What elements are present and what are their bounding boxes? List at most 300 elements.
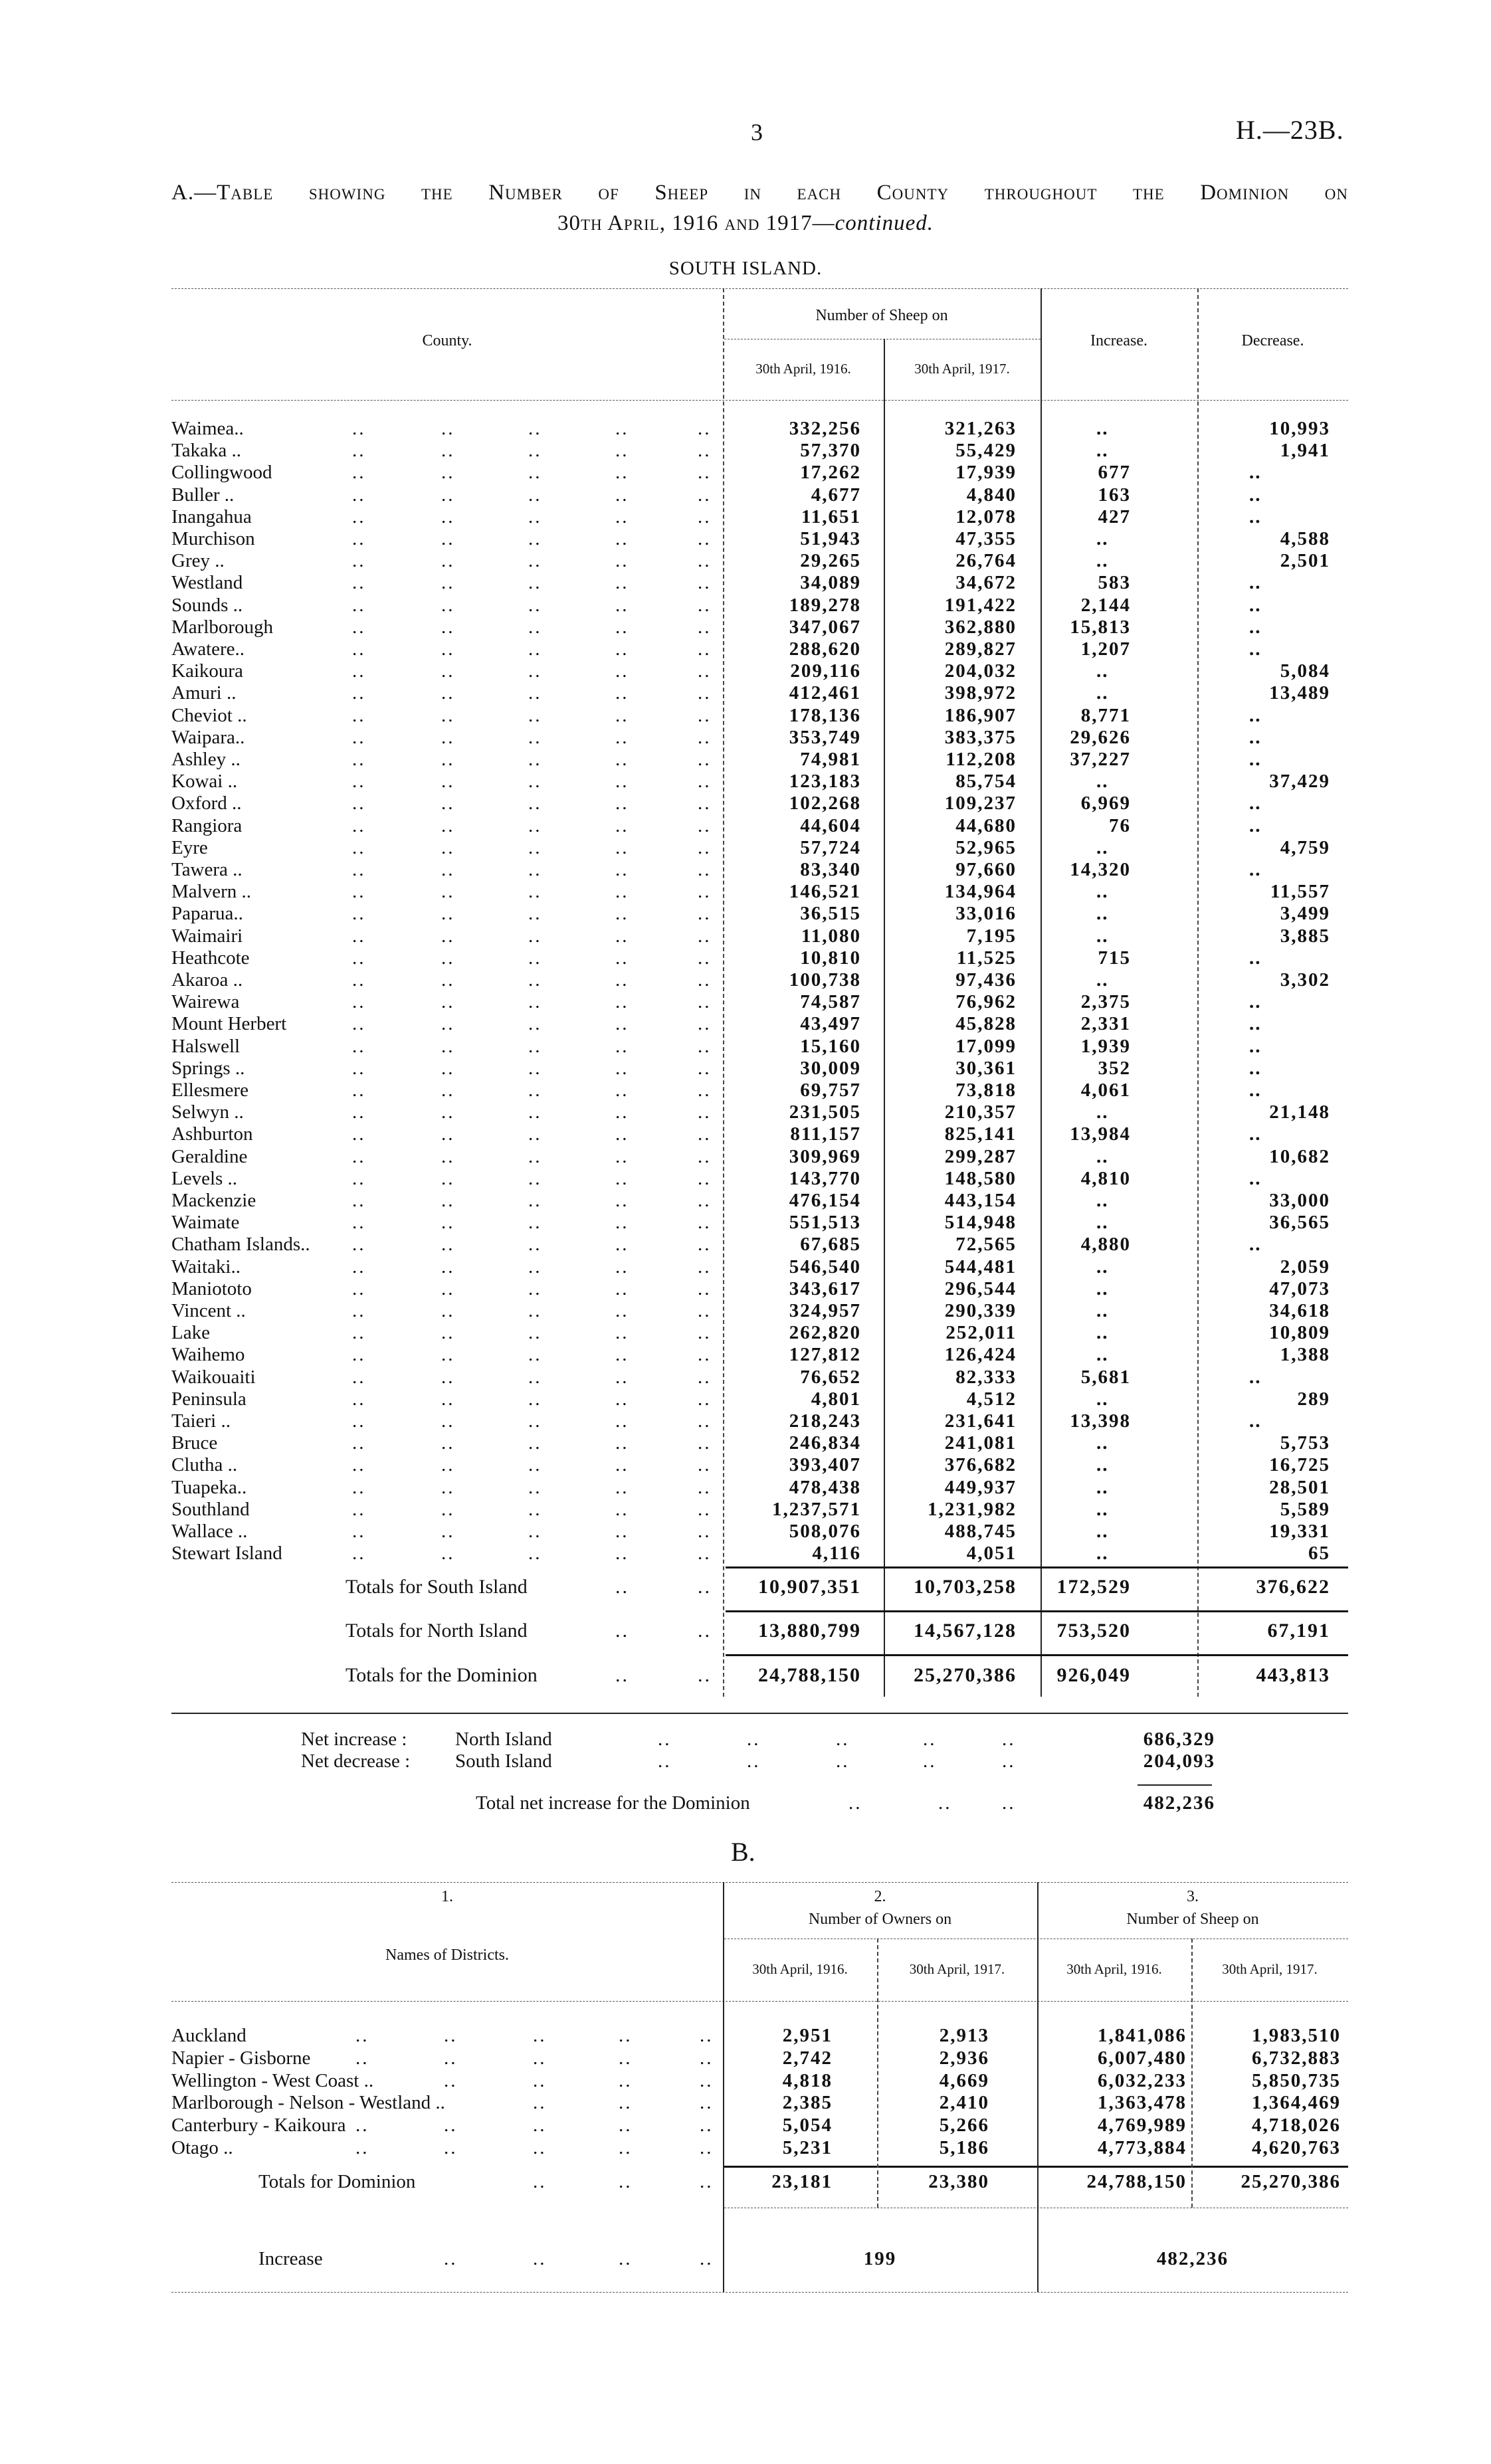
header-col3-number: 3. <box>1187 1888 1199 1905</box>
value-1917: 449,937 <box>944 1476 1017 1498</box>
leader-dots: .. <box>615 550 629 572</box>
leader-dots: .. <box>528 1498 542 1520</box>
leader-dots: .. <box>441 528 455 549</box>
leader-dots: .. <box>441 1498 455 1520</box>
value-increase: .. <box>1096 660 1109 682</box>
leader-dots: .. <box>700 2069 714 2091</box>
leader-dots: .. <box>615 1620 629 1642</box>
table-row <box>0 1146 1491 1168</box>
leader-dots: .. <box>615 903 629 925</box>
leader-dots: .. <box>615 572 629 594</box>
leader-dots: .. <box>352 1080 366 1101</box>
value-decrease: 3,302 <box>1280 969 1330 991</box>
county-name: Waimate <box>171 1212 240 1234</box>
value-1917: 186,907 <box>944 704 1017 726</box>
leader-dots: .. <box>441 1013 455 1035</box>
table-row <box>0 1234 1491 1256</box>
value-1916: 127,812 <box>789 1344 861 1366</box>
leader-dots: .. <box>352 991 366 1013</box>
county-name: Inangahua <box>171 506 252 527</box>
table-row <box>0 1080 1491 1101</box>
leader-dots: .. <box>698 1498 712 1520</box>
leader-dots: .. <box>528 1101 542 1123</box>
leader-dots: .. <box>615 1300 629 1321</box>
table-row <box>0 2137 1491 2159</box>
leader-dots: .. <box>441 638 455 660</box>
value-decrease: 3,885 <box>1280 925 1330 947</box>
value-1916: 508,076 <box>789 1521 861 1542</box>
table-row <box>0 881 1491 903</box>
leader-dots: .. <box>441 749 455 770</box>
leader-dots: .. <box>528 1057 542 1079</box>
leader-dots: .. <box>352 1543 366 1564</box>
totals-row <box>0 1576 1491 1598</box>
totals-row <box>0 2171 1491 2193</box>
owners-1916: 2,385 <box>782 2092 833 2114</box>
leader-dots: .. <box>528 550 542 572</box>
value-1917: 204,032 <box>944 660 1017 682</box>
value-1916: 74,587 <box>800 991 861 1013</box>
value-increase: .. <box>1096 1521 1109 1542</box>
county-name: Waipara.. <box>171 726 245 748</box>
table-row <box>0 2115 1491 2136</box>
leader-dots: .. <box>698 1344 712 1366</box>
leader-dots: .. <box>615 1013 629 1035</box>
leader-dots: .. <box>615 1256 629 1278</box>
leader-dots: .. <box>528 1167 542 1189</box>
totals-row <box>0 1620 1491 1642</box>
leader-dots: .. <box>698 859 712 880</box>
leader-dots: .. <box>441 903 455 925</box>
leader-dots: .. <box>528 1212 542 1234</box>
leader-dots: .. <box>615 660 629 682</box>
value-decrease: 19,331 <box>1269 1521 1330 1542</box>
leader-dots: .. <box>698 572 712 594</box>
district-name: Napier - Gisborne <box>171 2047 311 2069</box>
value-increase: .. <box>1096 1388 1109 1410</box>
value-1916: 4,677 <box>811 484 861 506</box>
value-1917: 76,962 <box>955 991 1017 1013</box>
leader-dots: .. <box>441 814 455 836</box>
value-decrease: .. <box>1249 1234 1262 1256</box>
value-1917: 544,481 <box>944 1256 1017 1278</box>
leader-dots: .. <box>352 1101 366 1123</box>
owners-1916: 2,951 <box>782 2025 833 2046</box>
value-1916: 30,009 <box>800 1057 861 1079</box>
county-name: Geraldine <box>171 1145 248 1167</box>
leader-dots: .. <box>352 1190 366 1211</box>
table-row <box>0 1499 1491 1521</box>
leader-dots: .. <box>528 881 542 903</box>
leader-dots: .. <box>528 682 542 704</box>
value-increase: .. <box>1096 1300 1109 1321</box>
header-districts: Names of Districts. <box>385 1946 509 1964</box>
table-row <box>0 947 1491 969</box>
value-1917: 443,154 <box>944 1190 1017 1211</box>
leader-dots: .. <box>698 947 712 969</box>
leader-dots: .. <box>698 1543 712 1564</box>
leader-dots: .. <box>352 793 366 814</box>
leader-dots: .. <box>698 1521 712 1542</box>
table-row <box>0 462 1491 484</box>
value-increase: 37,227 <box>1070 749 1131 770</box>
value-decrease: 13,489 <box>1269 682 1330 704</box>
leader-dots: .. <box>658 1729 672 1750</box>
leader-dots: .. <box>352 1234 366 1256</box>
leader-dots: .. <box>698 1123 712 1145</box>
table-b-bottom-rule <box>171 2292 1348 2293</box>
table-row <box>0 1123 1491 1145</box>
county-name: Halswell <box>171 1035 241 1057</box>
leader-dots: .. <box>698 1300 712 1321</box>
leader-dots: .. <box>441 1344 455 1366</box>
value-1917: 26,764 <box>955 550 1017 572</box>
value-increase: 677 <box>1098 462 1131 484</box>
value-1917: 134,964 <box>944 881 1017 903</box>
leader-dots: .. <box>615 1543 629 1564</box>
value-increase: 6,969 <box>1080 793 1131 814</box>
leader-dots: .. <box>441 793 455 814</box>
increase-row <box>0 2248 1491 2270</box>
leader-dots: .. <box>528 1432 542 1454</box>
value-1916: 43,497 <box>800 1013 861 1035</box>
leader-dots: .. <box>352 1035 366 1057</box>
table-row <box>0 771 1491 793</box>
leader-dots: .. <box>615 859 629 880</box>
totals-label: Totals for the Dominion <box>346 1664 538 1686</box>
leader-dots: .. <box>615 814 629 836</box>
county-name: Buller .. <box>171 484 235 506</box>
value-1917: 321,263 <box>944 418 1017 439</box>
value-increase: .. <box>1096 1190 1109 1211</box>
leader-dots: .. <box>533 2171 547 2192</box>
leader-dots: .. <box>528 440 542 462</box>
value-decrease: .. <box>1249 726 1262 748</box>
owners-1917: 2,410 <box>939 2092 989 2114</box>
value-increase: .. <box>1096 440 1109 462</box>
value-increase: .. <box>1096 418 1109 439</box>
value-increase: 8,771 <box>1080 704 1131 726</box>
leader-dots: .. <box>615 1035 629 1057</box>
value-1917: 4,512 <box>966 1388 1017 1410</box>
total-increase: 172,529 <box>1056 1576 1131 1598</box>
net-total-row <box>0 1792 1491 1814</box>
header-decrease: Decrease. <box>1241 332 1304 349</box>
leader-dots: .. <box>441 1080 455 1101</box>
leader-dots: .. <box>528 1256 542 1278</box>
total-1916: 10,907,351 <box>758 1576 861 1598</box>
leader-dots: .. <box>352 836 366 858</box>
leader-dots: .. <box>615 836 629 858</box>
value-decrease: .. <box>1249 1410 1262 1432</box>
leader-dots: .. <box>698 1013 712 1035</box>
leader-dots: .. <box>698 506 712 527</box>
value-increase: 583 <box>1098 572 1131 594</box>
leader-dots: .. <box>698 1322 712 1344</box>
leader-dots: .. <box>698 1167 712 1189</box>
leader-dots: .. <box>528 836 542 858</box>
leader-dots: .. <box>698 1190 712 1211</box>
county-name: Sounds .. <box>171 594 243 616</box>
leader-dots: .. <box>533 2115 547 2136</box>
value-1916: 10,810 <box>800 947 861 969</box>
value-1916: 209,116 <box>790 660 861 682</box>
value-decrease: 36,565 <box>1269 1212 1330 1234</box>
leader-dots: .. <box>848 1792 862 1814</box>
value-1917: 47,355 <box>955 528 1017 549</box>
value-decrease: 4,759 <box>1280 836 1330 858</box>
county-name: Cheviot .. <box>171 704 247 726</box>
value-1916: 76,652 <box>800 1366 861 1388</box>
leader-dots: .. <box>615 1498 629 1520</box>
table-row <box>0 1190 1491 1212</box>
leader-dots: .. <box>441 572 455 594</box>
value-increase: .. <box>1096 1344 1109 1366</box>
leader-dots: .. <box>615 947 629 969</box>
leader-dots: .. <box>615 1576 629 1598</box>
leader-dots: .. <box>352 1167 366 1189</box>
value-increase: 5,681 <box>1080 1366 1131 1388</box>
value-1916: 288,620 <box>789 638 861 660</box>
value-1916: 262,820 <box>789 1322 861 1344</box>
leader-dots: .. <box>836 1751 850 1772</box>
table-row <box>0 616 1491 638</box>
value-decrease: 34,618 <box>1269 1300 1330 1321</box>
value-1917: 148,580 <box>944 1167 1017 1189</box>
county-name: Akaroa .. <box>171 969 243 991</box>
totals-label: Totals for South Island <box>346 1576 528 1598</box>
table-row <box>0 837 1491 859</box>
leader-dots: .. <box>528 859 542 880</box>
leader-dots: .. <box>528 1190 542 1211</box>
leader-dots: .. <box>698 1576 712 1598</box>
value-1917: 55,429 <box>955 440 1017 462</box>
leader-dots: .. <box>528 1234 542 1256</box>
county-name: Oxford .. <box>171 793 242 814</box>
county-name: Bruce <box>171 1432 218 1454</box>
value-1916: 412,461 <box>789 682 861 704</box>
leader-dots: .. <box>441 925 455 947</box>
net-kind: Net increase : <box>301 1729 407 1750</box>
county-name: Waikouaiti <box>171 1366 256 1388</box>
leader-dots: .. <box>352 638 366 660</box>
value-1917: 231,641 <box>944 1410 1017 1432</box>
leader-dots: .. <box>441 440 455 462</box>
leader-dots: .. <box>528 1388 542 1410</box>
value-increase: .. <box>1096 1432 1109 1454</box>
leader-dots: .. <box>441 1167 455 1189</box>
leader-dots: .. <box>528 638 542 660</box>
value-1916: 476,154 <box>789 1190 861 1211</box>
value-1917: 97,436 <box>955 969 1017 991</box>
value-1917: 30,361 <box>955 1057 1017 1079</box>
leader-dots: .. <box>441 418 455 439</box>
table-row <box>0 969 1491 991</box>
county-name: Murchison <box>171 528 255 549</box>
table-row <box>0 572 1491 594</box>
leader-dots: .. <box>441 1190 455 1211</box>
net-value: 204,093 <box>1143 1751 1215 1772</box>
leader-dots: .. <box>698 462 712 484</box>
leader-dots: .. <box>615 969 629 991</box>
leader-dots: .. <box>352 550 366 572</box>
county-name: Tuapeka.. <box>171 1476 247 1498</box>
leader-dots: .. <box>615 1664 629 1686</box>
header-sheep-1917: 30th April, 1917. <box>1222 1961 1318 1977</box>
value-increase: .. <box>1096 1212 1109 1234</box>
value-decrease: .. <box>1249 793 1262 814</box>
sheep-1916: 1,363,478 <box>1098 2092 1187 2114</box>
leader-dots: .. <box>698 484 712 506</box>
leader-dots: .. <box>441 550 455 572</box>
value-1916: 1,237,571 <box>772 1498 861 1520</box>
header-owners-on: Number of Owners on <box>808 1911 952 1928</box>
leader-dots: .. <box>533 2137 547 2158</box>
totals-rule <box>726 1566 1348 1568</box>
leader-dots: .. <box>528 484 542 506</box>
leader-dots: .. <box>698 1664 712 1686</box>
leader-dots: .. <box>441 484 455 506</box>
value-increase: 1,207 <box>1080 638 1131 660</box>
leader-dots: .. <box>698 1035 712 1057</box>
table-row <box>0 727 1491 749</box>
leader-dots: .. <box>352 1278 366 1299</box>
leader-dots: .. <box>441 947 455 969</box>
leader-dots: .. <box>352 704 366 726</box>
table-row <box>0 1101 1491 1123</box>
value-1917: 825,141 <box>944 1123 1017 1145</box>
table-row <box>0 925 1491 947</box>
value-1916: 478,438 <box>789 1476 861 1498</box>
leader-dots: .. <box>698 1388 712 1410</box>
table-row <box>0 506 1491 528</box>
leader-dots: .. <box>528 1454 542 1476</box>
leader-dots: .. <box>698 440 712 462</box>
county-name: Malvern .. <box>171 881 251 903</box>
value-1916: 69,757 <box>800 1080 861 1101</box>
table-b-title: B. <box>731 1837 755 1867</box>
sheep-1916: 4,773,884 <box>1098 2137 1187 2158</box>
leader-dots: .. <box>1002 1729 1016 1750</box>
leader-dots: .. <box>615 682 629 704</box>
total-increase: 753,520 <box>1056 1620 1131 1642</box>
total-1917: 25,270,386 <box>914 1664 1017 1686</box>
owners-1917: 4,669 <box>939 2069 989 2091</box>
table-row <box>0 660 1491 682</box>
leader-dots: .. <box>615 616 629 638</box>
leader-dots: .. <box>619 2248 633 2269</box>
table-row <box>0 1521 1491 1543</box>
leader-dots: .. <box>352 925 366 947</box>
value-1917: 33,016 <box>955 903 1017 925</box>
leader-dots: .. <box>615 1167 629 1189</box>
header-1916: 30th April, 1916. <box>755 361 851 377</box>
leader-dots: .. <box>615 1101 629 1123</box>
leader-dots: .. <box>441 1057 455 1079</box>
value-increase: .. <box>1096 1543 1109 1564</box>
value-decrease: .. <box>1249 749 1262 770</box>
leader-dots: .. <box>615 1521 629 1542</box>
leader-dots: .. <box>441 704 455 726</box>
header-owners-1917: 30th April, 1917. <box>909 1961 1005 1977</box>
leader-dots: .. <box>441 1234 455 1256</box>
leader-dots: .. <box>698 814 712 836</box>
leader-dots: .. <box>615 991 629 1013</box>
leader-dots: .. <box>923 1729 937 1750</box>
leader-dots: .. <box>441 1300 455 1321</box>
leader-dots: .. <box>615 1212 629 1234</box>
leader-dots: .. <box>533 2092 547 2114</box>
value-1917: 299,287 <box>944 1145 1017 1167</box>
leader-dots: .. <box>615 1123 629 1145</box>
net-total-label: Total net increase for the Dominion <box>476 1792 750 1814</box>
leader-dots: .. <box>352 1410 366 1432</box>
header-sheep-on: Number of Sheep on <box>815 307 948 324</box>
leader-dots: .. <box>619 2092 633 2114</box>
value-increase: 4,810 <box>1080 1167 1131 1189</box>
total-decrease: 443,813 <box>1256 1664 1330 1686</box>
value-1917: 296,544 <box>944 1278 1017 1299</box>
leader-dots: .. <box>615 749 629 770</box>
total-1916: 13,880,799 <box>758 1620 861 1642</box>
value-1916: 29,265 <box>800 550 861 572</box>
leader-dots: .. <box>615 1234 629 1256</box>
leader-dots: .. <box>528 462 542 484</box>
value-decrease: 289 <box>1297 1388 1330 1410</box>
value-decrease: .. <box>1249 616 1262 638</box>
leader-dots: .. <box>352 1454 366 1476</box>
leader-dots: .. <box>355 2137 369 2158</box>
value-increase: 163 <box>1098 484 1131 506</box>
leader-dots: .. <box>658 1751 672 1772</box>
value-1916: 353,749 <box>789 726 861 748</box>
leader-dots: .. <box>444 2047 458 2069</box>
table-row <box>0 1013 1491 1035</box>
value-1917: 82,333 <box>955 1366 1017 1388</box>
leader-dots: .. <box>441 1543 455 1564</box>
value-1917: 289,827 <box>944 638 1017 660</box>
header-sheep-1916: 30th April, 1916. <box>1066 1961 1162 1977</box>
county-name: Awatere.. <box>171 638 245 660</box>
value-decrease: 10,809 <box>1269 1322 1330 1344</box>
leader-dots: .. <box>698 1454 712 1476</box>
leader-dots: .. <box>619 2115 633 2136</box>
value-increase: .. <box>1096 881 1109 903</box>
leader-dots: .. <box>441 616 455 638</box>
value-decrease: .. <box>1249 1013 1262 1035</box>
value-1916: 178,136 <box>789 704 861 726</box>
leader-dots: .. <box>352 660 366 682</box>
leader-dots: .. <box>747 1751 761 1772</box>
sheep-1917: 5,850,735 <box>1252 2069 1341 2091</box>
leader-dots: .. <box>444 2137 458 2158</box>
table-row <box>0 1410 1491 1432</box>
value-1917: 44,680 <box>955 814 1017 836</box>
leader-dots: .. <box>836 1729 850 1750</box>
leader-dots: .. <box>528 1080 542 1101</box>
leader-dots: .. <box>444 2025 458 2046</box>
value-decrease: 47,073 <box>1269 1278 1330 1299</box>
leader-dots: .. <box>615 925 629 947</box>
value-decrease: 11,557 <box>1270 881 1330 903</box>
header-county: County. <box>422 332 472 349</box>
value-decrease: .. <box>1249 572 1262 594</box>
leader-dots: .. <box>533 2248 547 2269</box>
value-1916: 100,738 <box>789 969 861 991</box>
leader-dots: .. <box>352 1300 366 1321</box>
table-row <box>0 528 1491 550</box>
leader-dots: .. <box>528 947 542 969</box>
